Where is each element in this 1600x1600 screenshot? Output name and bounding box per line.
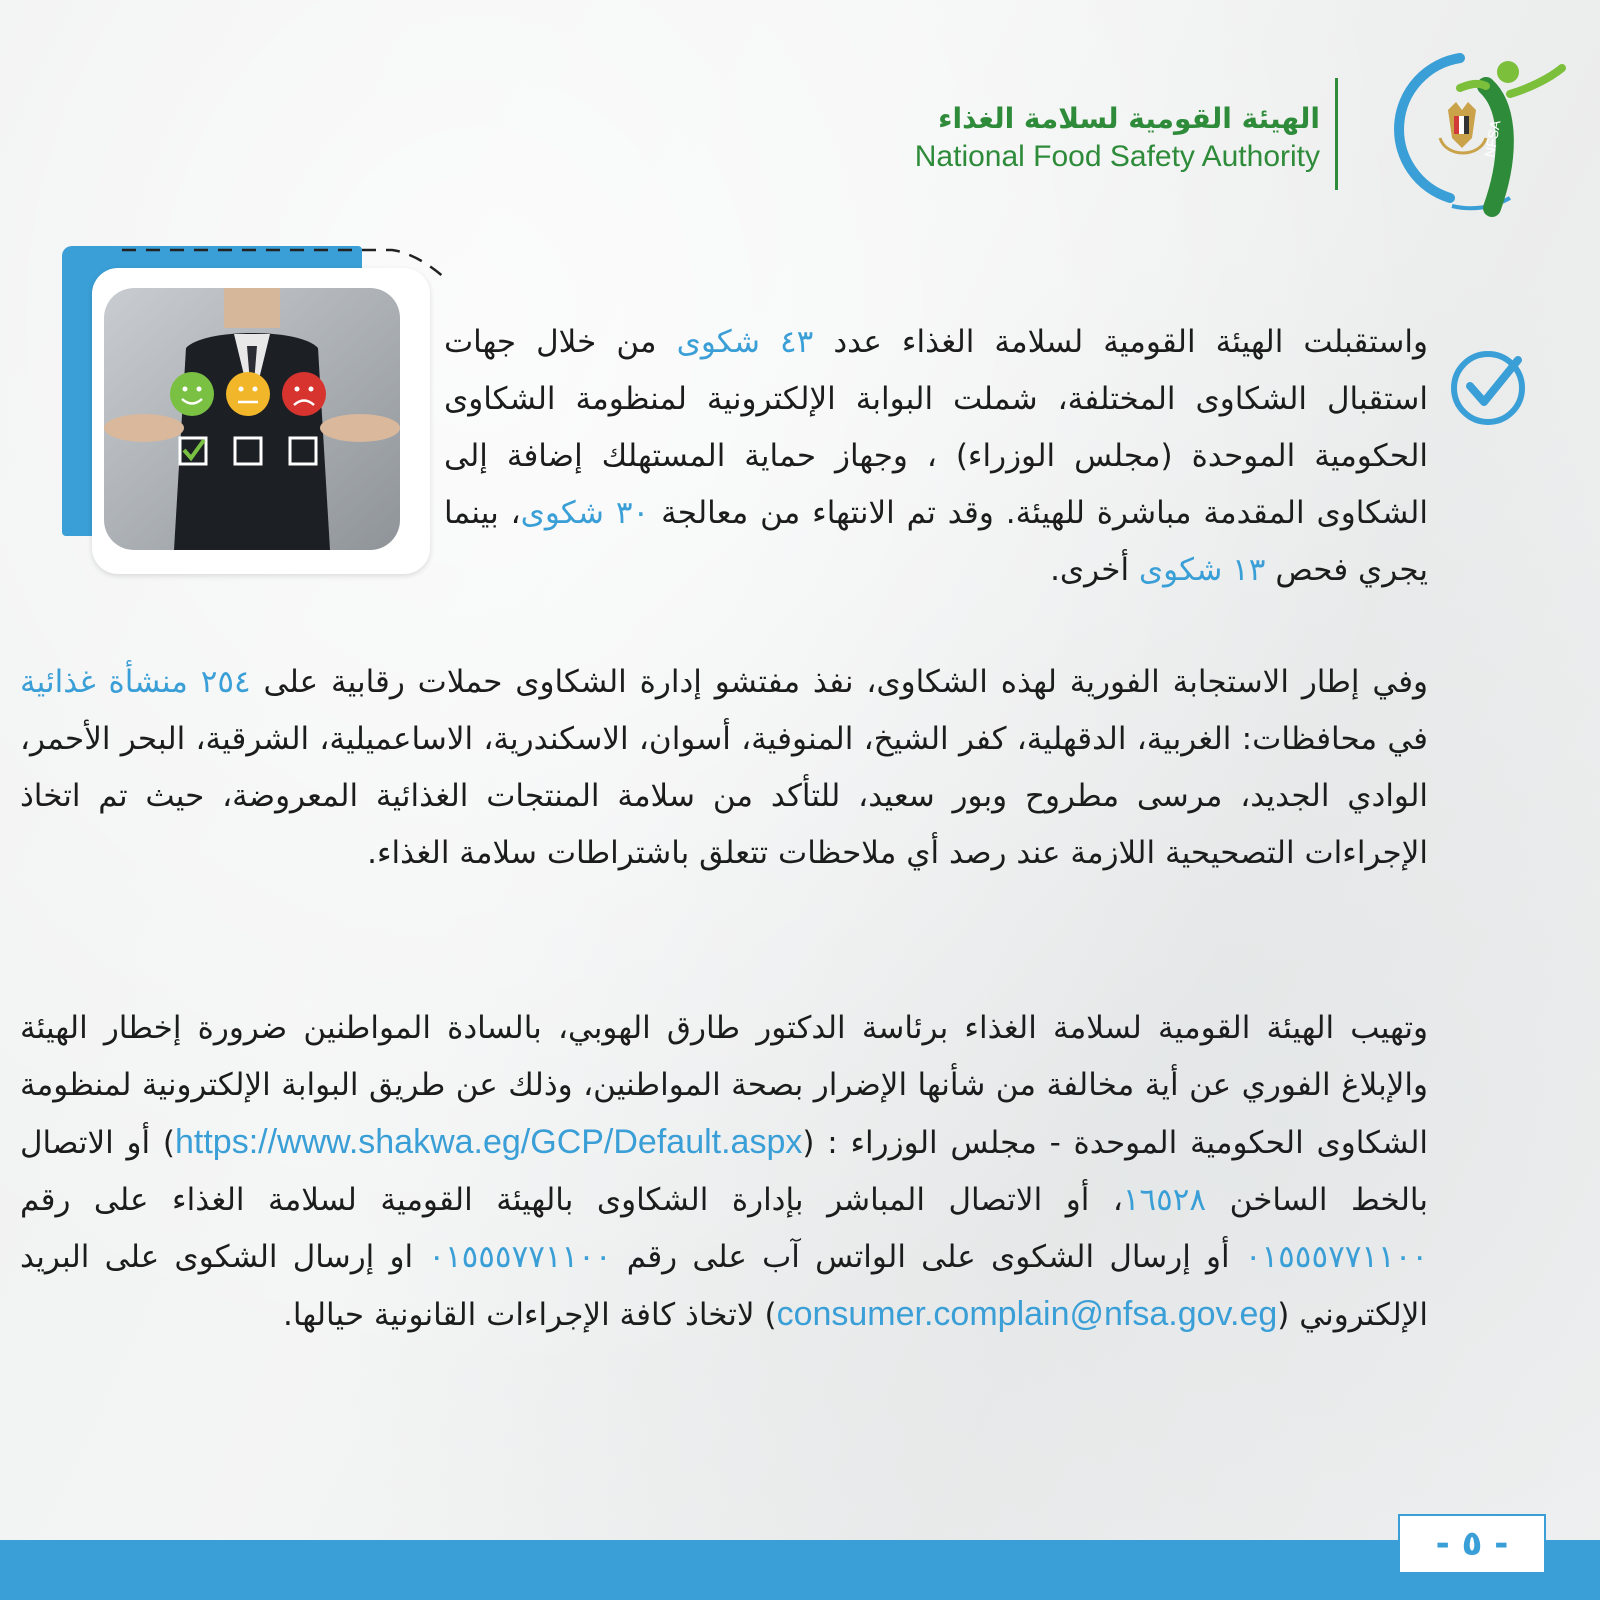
complaints-received-paragraph (444, 314, 1428, 599)
sad-face-icon (282, 372, 326, 416)
text-segment: أو الاتصال بالخط الساخن (20, 1125, 1428, 1218)
page-number: - ٥ - (1435, 1524, 1509, 1564)
text-segment: أو إرسال الشكوى على الواتس آب على رقم (626, 1239, 1230, 1275)
feedback-smiley-photo (104, 288, 400, 550)
text-segment: ، أو الاتصال المباشر بإدارة الشكاوى بالهيئة القومية لسلامة الغذاء على رقم (20, 1182, 1123, 1218)
org-name-english: National Food Safety Authority (914, 140, 1320, 173)
logo-divider (1335, 78, 1338, 190)
text-segment: او إرسال الشكوى على البريد الإلكتروني (20, 1239, 1428, 1333)
text-segment: لاتخاذ كافة الإجراءات القانونية حيالها. (283, 1297, 755, 1333)
logo-mark-text: NFSA (1481, 118, 1504, 159)
org-name-arabic: الهيئة القومية لسلامة الغذاء (938, 102, 1320, 135)
citizen-appeal-paragraph: وتهيب الهيئة القومية لسلامة الغذاء برئاسة الدكتور طارق الهوبي، بالسادة المواطنين ضرورة إخطار الهيئة والإبلاغ الفوري عن أية مخالفة من شأنها الإضرار بصحة المواطنين، وذلك عن طريق البوابة الإلكترونية لمنظومة الشكاوى الحكومية الموحدة - مجلس الوزراء : (https://www.shakwa.eg/GCP/Default.aspx) أو الاتصال بالخط الساخن ١٦٥٢٨، أو الاتصال المباشر بإدارة الشكاوى بالهيئة القومية لسلامة الغذاء على رقم ٠١٥٥٥٧٧١١٠٠ أو إرسال الشكوى على الواتس آب على رقم ٠١٥٥٥٧٧١١٠٠ او إرسال الشكوى على البريد الإلكتروني (consumer.complain@nfsa.gov.eg) لاتخاذ كافة الإجراءات القانونية حيالها. (20, 1010, 1429, 1333)
text-segment: واستقبلت الهيئة القومية لسلامة الغذاء عدد (833, 324, 1428, 360)
inspection-campaigns-paragraph (20, 654, 1428, 882)
text-segment: في محافظات: الغربية، الدقهلية، كفر الشيخ، المنوفية، أسوان، الاسكندرية، الاساعميلية، الشرقية، البحر الأحمر، الوادي الجديد، مرسى مطروح وبور سعيد، للتأكد من سلامة المنتجات الغذائية المعروضة، حيث تم اتخاذ الإجراءات التصحيحية اللازمة عند رصد أي ملاحظات تتعلق باشتراطات سلامة الغذاء. (20, 721, 1428, 871)
facilities-count-highlight: ٢٥٤ منشأة غذائية (20, 664, 251, 700)
text-segment: وتهيب الهيئة القومية لسلامة الغذاء برئاسة الدكتور طارق الهوبي، بالسادة المواطنين ضرورة إخطار الهيئة والإبلاغ الفوري عن أية مخالفة من شأنها الإضرار بصحة المواطنين، وذلك عن طريق البوابة الإلكترونية لمنظومة الشكاوى الحكومية الموحدة - مجلس الوزراء : (20, 1010, 1428, 1161)
text-segment: وفي إطار الاستجابة الفورية لهذه الشكاوى، نفذ مفتشو إدارة الشكاوى حملات رقابية على (263, 664, 1428, 700)
page-number-box (1398, 1514, 1546, 1574)
nfsa-logo (890, 48, 1570, 218)
complaints-pending-highlight: ١٣ شكوى (1138, 552, 1266, 588)
text-segment: من خلال جهات استقبال الشكاوى المختلفة، شملت البوابة الإلكترونية لمنظومة الشكاوى الحكومية الموحدة (مجلس الوزراء) ، وجهاز حماية المستهلك إضافة إلى الشكاوى المقدمة مباشرة للهيئة. وقد تم الانتهاء من معالجة (444, 324, 1428, 531)
complaints-total-highlight: ٤٣ شكوى (676, 324, 814, 360)
happy-face-icon (170, 372, 214, 416)
whatsapp-number[interactable]: ٠١٥٥٥٧٧١١٠٠ (428, 1239, 612, 1275)
text-segment: أخرى. (1050, 552, 1130, 588)
complaints-resolved-highlight: ٣٠ شكوى (520, 495, 650, 531)
footer-bar (0, 1540, 1600, 1600)
neutral-face-icon (226, 372, 270, 416)
check-circle-icon (1448, 346, 1530, 428)
direct-phone-number[interactable]: ٠١٥٥٥٧٧١١٠٠ (1244, 1239, 1429, 1275)
egypt-eagle-emblem-icon (1440, 102, 1486, 153)
photo-frame (62, 246, 442, 576)
complaints-email-link[interactable]: consumer.complain@nfsa.gov.eg (776, 1295, 1278, 1333)
nfsa-emblem-icon (1390, 48, 1570, 218)
hotline-number[interactable]: ١٦٥٢٨ (1122, 1182, 1207, 1218)
text-segment: ، بينما يجري فحص (444, 495, 1428, 588)
complaints-portal-link[interactable]: https://www.shakwa.eg/GCP/Default.aspx (174, 1123, 803, 1161)
